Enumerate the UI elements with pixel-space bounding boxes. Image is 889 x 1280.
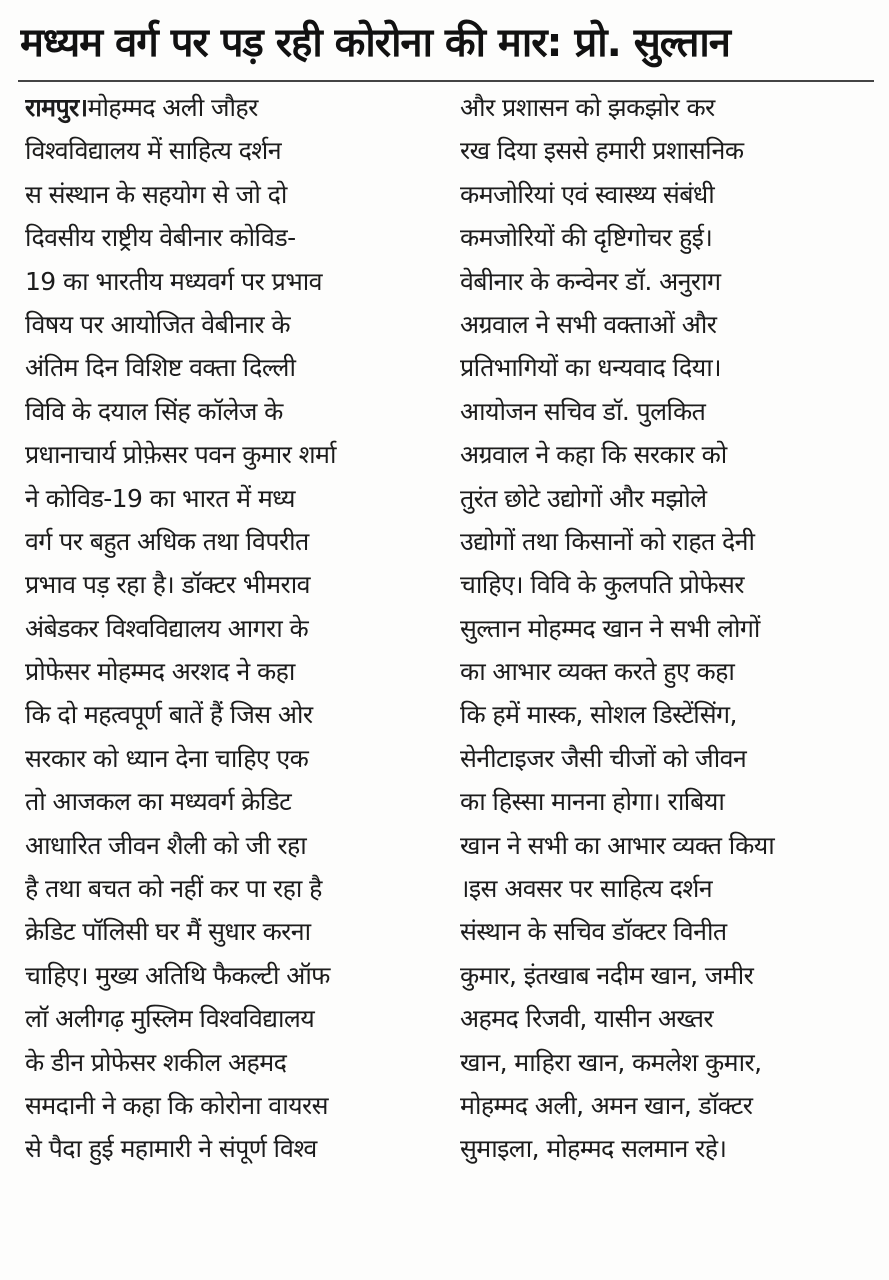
headline-rule: [18, 80, 874, 82]
article-line: सुमाइला, मोहम्मद सलमान रहे।: [460, 1134, 727, 1164]
article-column-right: [460, 86, 880, 1276]
article-line: लॉ अलीगढ़ मुस्लिम विश्वविद्यालय: [25, 1004, 315, 1034]
article-line: उद्योगों तथा किसानों को राहत देनी: [460, 526, 755, 556]
article-line: तो आजकल का मध्यवर्ग क्रेडिट: [25, 787, 292, 817]
article-line: सरकार को ध्यान देना चाहिए एक: [25, 743, 309, 773]
article-line: आयोजन सचिव डॉ. पुलकित: [460, 396, 706, 426]
article-line: दिवसीय राष्ट्रीय वेबीनार कोविड-: [25, 223, 296, 253]
article-line: से पैदा हुई महामारी ने संपूर्ण विश्व: [25, 1134, 317, 1164]
article-line: अग्रवाल ने सभी वक्ताओं और: [460, 309, 717, 339]
article-line: प्रधानाचार्य प्रोफ़ेसर पवन कुमार शर्मा: [25, 440, 336, 470]
article-line: 19 का भारतीय मध्यवर्ग पर प्रभाव: [25, 266, 322, 296]
article-line: विवि के दयाल सिंह कॉलेज के: [25, 396, 283, 426]
article-line: वेबीनार के कन्वेनर डॉ. अनुराग: [460, 266, 721, 296]
article-line: प्रोफेसर मोहम्मद अरशद ने कहा: [25, 657, 295, 687]
article-line: चाहिए। विवि के कुलपति प्रोफेसर: [460, 570, 744, 600]
article-line: अंबेडकर विश्वविद्यालय आगरा के: [25, 613, 309, 643]
article-line: विश्वविद्यालय में साहित्य दर्शन: [25, 136, 281, 166]
article-line: प्रभाव पड़ रहा है। डॉक्टर भीमराव: [25, 570, 310, 600]
article-line: विषय पर आयोजित वेबीनार के: [25, 309, 290, 339]
article-line: का हिस्सा मानना होगा। राबिया: [460, 787, 725, 817]
article-line: खान ने सभी का आभार व्यक्त किया: [460, 830, 775, 860]
article-line: और प्रशासन को झकझोर कर: [460, 93, 715, 122]
article-line: ने कोविड-19 का भारत में मध्य: [25, 483, 295, 513]
article-line: तुरंत छोटे उद्योगों और मझोले: [460, 483, 707, 513]
article-line: कि हमें मास्क, सोशल डिस्टेंसिंग,: [460, 700, 737, 730]
article-line: कुमार, इंतखाब नदीम खान, जमीर: [460, 960, 754, 990]
article-line: के डीन प्रोफेसर शकील अहमद: [25, 1047, 287, 1077]
article-line: सुल्तान मोहम्मद खान ने सभी लोगों: [460, 613, 760, 643]
article-line: क्रेडिट पॉलिसी घर मैं सुधार करना: [25, 917, 311, 947]
article-line: रख दिया इससे हमारी प्रशासनिक: [460, 136, 744, 166]
article-column-left: [25, 86, 445, 1276]
article-line-text: मोहम्मद अली जौहर: [87, 93, 258, 122]
article-line: चाहिए। मुख्य अतिथि फैकल्टी ऑफ: [25, 960, 330, 990]
article-line: अहमद रिजवी, यासीन अख्तर: [460, 1004, 713, 1034]
article-line: कि दो महत्वपूर्ण बातें हैं जिस ओर: [25, 700, 313, 730]
article-line: मोहम्मद अली, अमन खान, डॉक्टर: [460, 1090, 753, 1120]
article-line: स संस्थान के सहयोग से जो दो: [25, 179, 287, 209]
article-line: प्रतिभागियों का धन्यवाद दिया।: [460, 353, 721, 383]
article-line: खान, माहिरा खान, कमलेश कुमार,: [460, 1047, 762, 1077]
article-line: अंतिम दिन विशिष्ट वक्ता दिल्ली: [25, 353, 296, 383]
article-line: अग्रवाल ने कहा कि सरकार को: [460, 440, 727, 470]
article-line: समदानी ने कहा कि कोरोना वायरस: [25, 1090, 328, 1120]
article-line: है तथा बचत को नहीं कर पा रहा है: [25, 874, 322, 904]
dateline: रामपुर।: [25, 93, 88, 122]
article-line: संस्थान के सचिव डॉक्टर विनीत: [460, 917, 727, 947]
article-line: [25, 86, 445, 129]
article-line: ।इस अवसर पर साहित्य दर्शन: [460, 874, 713, 904]
article-line: कमजोरियों की दृष्टिगोचर हुई।: [460, 223, 713, 253]
article-line: आधारित जीवन शैली को जी रहा: [25, 830, 307, 860]
article-line: कमजोरियां एवं स्वास्थ्य संबंधी: [460, 179, 715, 209]
headline: मध्यम वर्ग पर पड़ रही कोरोना की मार: प्रो. सुल्तान: [20, 20, 730, 66]
article-line: का आभार व्यक्त करते हुए कहा: [460, 657, 735, 687]
article-line: सेनीटाइजर जैसी चीजों को जीवन: [460, 743, 747, 773]
article-line: वर्ग पर बहुत अधिक तथा विपरीत: [25, 526, 309, 556]
